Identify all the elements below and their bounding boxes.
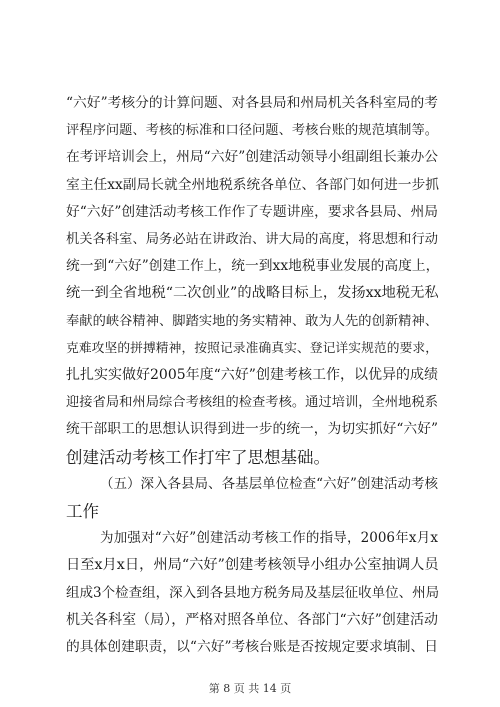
- document-body: [66, 90, 438, 661]
- paragraph-line: 的具体创建职责，以“六好”考核台账是否按规定要求填制、日: [66, 639, 438, 656]
- paragraph-line: 扎扎实实做好2005年度“六好”创建考核工作，以优异的成绩: [66, 367, 438, 384]
- paragraph-line: 评程序问题、考核的标准和口径问题、考核台账的规范填制等。: [66, 123, 438, 139]
- paragraph-line: 在考评培训会上，州局“六好”创建活动领导小组副组长兼办公: [66, 149, 438, 166]
- section-heading-line: （五）深入各县局、各基层单位检查“六好”创建活动考核: [100, 475, 438, 492]
- paragraph-line: 奉献的峡谷精神、脚踏实地的务实精神、敢为人先的创新精神、: [66, 313, 438, 329]
- paragraph-line: 统干部职工的思想认识得到进一步的统一，为切实抓好“六好”: [66, 421, 438, 438]
- paragraph-line: 创建活动考核工作打牢了思想基础。: [66, 447, 330, 467]
- paragraph-line: 室主任xx副局长就全州地税系统各单位、各部门如何进一步抓: [66, 176, 440, 193]
- page-number-footer: 第 8 页 共 14 页: [208, 682, 292, 695]
- paragraph-line: 为加强对“六好”创建活动考核工作的指导，2006年x月x: [100, 530, 438, 547]
- paragraph-line: 统一到全省地税“二次创业”的战略目标上，发扬xx地税无私: [66, 285, 439, 302]
- paragraph-line: 机关各科室、局务必站在讲政治、讲大局的高度，将思想和行动: [66, 232, 438, 248]
- paragraph-line: “六好”考核分的计算问题、对各县局和州局机关各科室局的考: [66, 95, 438, 111]
- paragraph-line: 克难攻坚的拼搏精神，按照记录准确真实、登记详实规范的要求，: [66, 340, 438, 356]
- paragraph-line: 统一到“六好”创建工作上，统一到xx地税事业发展的高度上，: [66, 258, 440, 275]
- section-heading-line: 工作: [66, 502, 99, 522]
- paragraph-line: 迎接省局和州局综合考核组的检查考核。通过培训，全州地税系: [66, 395, 438, 411]
- paragraph-line: 日至x月x日，州局“六好”创建考核领导小组办公室抽调人员: [66, 557, 439, 574]
- paragraph-line: 好“六好”创建活动考核工作作了专题讲座，要求各县局、州局: [66, 203, 438, 220]
- paragraph-line: 机关各科室（局），严格对照各单位、各部门“六好”创建活动: [66, 611, 438, 628]
- paragraph-line: 组成3个检查组，深入到各县地方税务局及基层征收单位、州局: [66, 584, 440, 601]
